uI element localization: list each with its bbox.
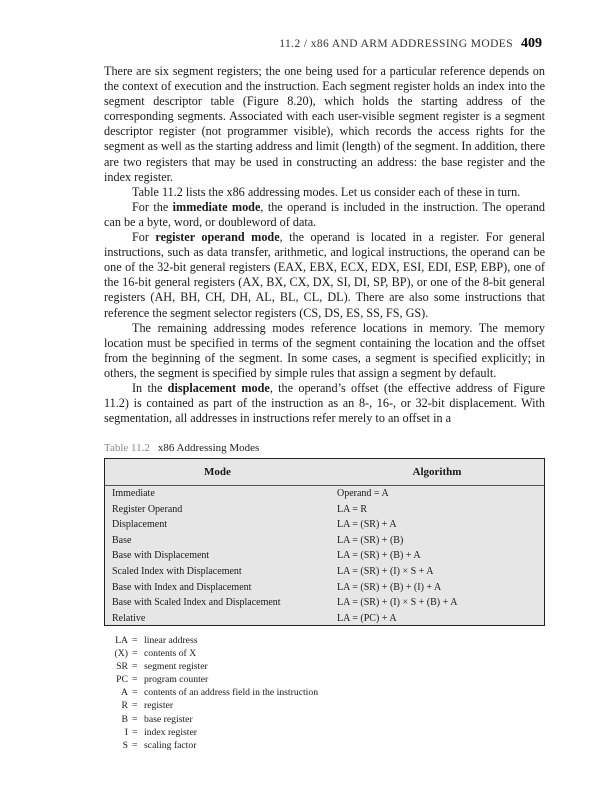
legend-equals: = [132,687,138,699]
legend-equals: = [132,700,138,712]
paragraph [104,200,545,230]
paragraph-text: , the operand is included in the instruction. The operand can be a byte, word, or doubleword of data. [104,199,545,229]
mode-cell: Relative [112,612,146,624]
table-row [105,504,544,520]
legend-equals: = [132,713,138,725]
paragraph-text: , the operand’s offset (the effective address of Figure 11.2) is contained as part of the instruction as an 8-, 16-, or 32-bit displacement. With segmentation, all addresses in instructions refer merely to an offset in a [104,380,546,426]
algorithm-cell: Operand = A [337,488,389,499]
legend-description: register [144,700,174,712]
legend-description: segment register [144,661,208,673]
algorithm-cell: LA = (SR) + (B) + (I) + A [337,581,442,593]
bold-term: register operand mode [155,230,280,245]
running-header [104,36,542,52]
mode-cell: Base [112,534,132,546]
legend-description: linear address [144,635,198,646]
column-header-algorithm: Algorithm [412,466,462,478]
addressing-modes-table [104,458,545,626]
table-row [105,535,544,551]
legend-symbol: A [121,687,128,699]
mode-cell: Immediate [112,488,155,499]
algorithm-cell: LA = (SR) + (B) + A [337,550,421,562]
column-header-mode: Mode [204,466,231,478]
algorithm-cell: LA = (SR) + (I) × S + (B) + A [337,597,458,609]
paragraph [104,381,545,426]
paragraph-text: For the [132,199,173,214]
mode-cell: Base with Index and Displacement [112,581,252,593]
paragraph [104,230,545,321]
legend-description: index register [144,726,197,738]
legend-equals: = [132,726,138,738]
paragraph-text: In the [132,380,168,395]
table-row [105,519,544,535]
legend-description: base register [144,713,193,725]
algorithm-cell: LA = (SR) + (B) [337,534,404,546]
legend-symbol: S [122,739,128,751]
paragraph [104,321,545,381]
table-row [105,566,544,582]
paragraph-text: , the operand is located in a register. For general instructions, such as data transfer, arithmetic, and logical instructions, the operand can be one of the 32-bit general registers (EAX, EBX, ECX, EDX, ESI, EDI, ESP, EBP), one of the 16-bit general registers (AX, BX, CX, DX, SI, DI, SP, BP), or one of the 8-bit general registers (AH, BH, CH, DH, AL, BL, CL, DL). There are also some instructions that reference the segment selector registers (CS, DS, ES, SS, FS, GS). [104,230,545,320]
bold-term: displacement mode [167,380,270,395]
table-header-row [105,459,544,486]
legend-equals: = [132,661,138,673]
page-number: 409 [521,36,542,51]
table-body [105,488,544,628]
paragraph-text: The remaining addressing modes reference locations in memory. The memory location must be specified in terms of the segment containing the location and the offset from the beginning of the segment. In some cases, a segment is specified explicitly; in others, the segment is specified by simple rules that assign a segment by default. [104,320,545,380]
paragraph-text: There are six segment registers; the one being used for a particular reference depends on the context of execution and the instruction. Each segment register holds an index into the segment descriptor table (Figure 8.20), which holds the starting address of the corresponding segments. Associated with each user-visible segment register is a segment descriptor register (not programmer visible), which records the access rights for the segment as well as the starting address and limit (length) of the segment. In addition, there are two registers that may be used in constructing an address: the base register and the index register. [104,64,546,184]
table-row [105,597,544,613]
mode-cell: Scaled Index with Displacement [112,565,242,577]
legend-equals: = [132,648,138,660]
legend-symbol: I [124,726,128,738]
algorithm-cell: LA = R [337,503,368,515]
legend-equals: = [132,739,138,751]
algorithm-cell: LA = (SR) + A [337,519,397,531]
legend-equals: = [132,635,138,646]
legend-symbol: SR [116,661,128,673]
mode-cell: Displacement [112,519,167,531]
table-row [105,582,544,598]
legend-symbol: B [121,713,128,725]
paragraph-text: Table 11.2 lists the x86 addressing modes. Let us consider each of these in turn. [132,184,521,199]
bold-term: immediate mode [172,199,261,214]
table-row [105,488,544,504]
paragraph [104,185,545,200]
table-row [105,550,544,566]
algorithm-cell: LA = (PC) + A [337,612,397,624]
legend-symbol: LA [115,635,128,646]
legend-symbol: PC [116,674,128,686]
legend-symbol: R [121,700,128,712]
table-caption [104,442,259,454]
legend-description: program counter [144,674,209,686]
legend-symbol: (X) [114,648,128,660]
mode-cell: Base with Scaled Index and Displacement [112,597,281,609]
table-number: Table 11.2 [104,442,150,454]
running-title: 11.2 / x86 AND ARM ADDRESSING MODES [279,38,513,50]
mode-cell: Base with Displacement [112,550,210,562]
legend-description: contents of an address field in the instruction [144,687,319,699]
table-title: x86 Addressing Modes [157,442,260,454]
legend-description: contents of X [144,648,197,660]
algorithm-cell: LA = (SR) + (I) × S + A [337,565,434,577]
legend-equals: = [132,674,138,686]
paragraph-text: For [132,230,156,245]
paragraph [104,64,545,185]
body-text [104,64,545,426]
mode-cell: Register Operand [112,503,183,515]
table-row [105,613,544,629]
legend-description: scaling factor [144,739,197,751]
